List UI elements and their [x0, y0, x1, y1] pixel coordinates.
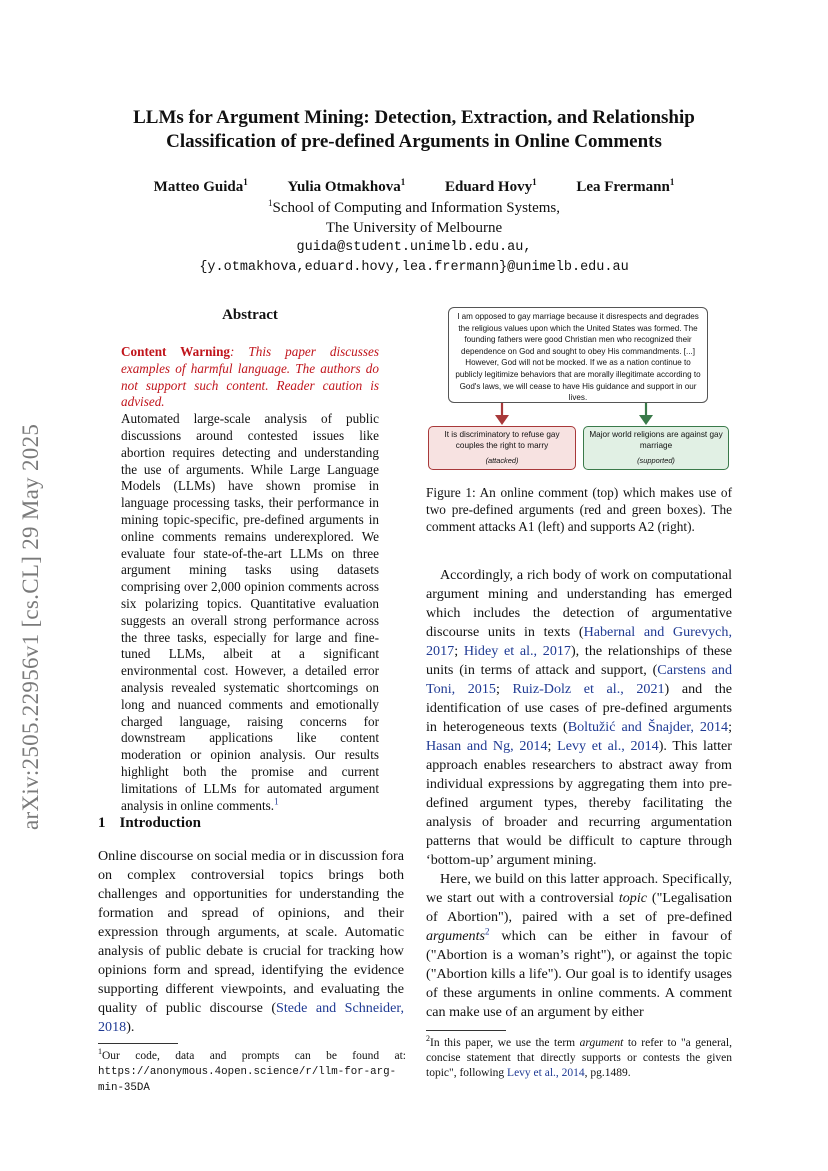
- footnote-ref-2[interactable]: 2: [484, 926, 490, 937]
- abstract-heading: Abstract: [222, 307, 278, 323]
- paper-title: [60, 106, 768, 154]
- author-1: Matteo Guida$^1$: [153, 177, 248, 195]
- support-arrow-head: [639, 415, 653, 425]
- footnote-ref-1[interactable]: 1: [274, 796, 279, 807]
- citation-link[interactable]: Carstens and Toni, 2015: [426, 662, 732, 697]
- figure-caption: Figure 1: An online comment (top) which makes use of two pre-defined arguments (red and green boxes). The comment attacks A1 (left) and supports A2 (right).: [426, 485, 732, 534]
- code-url-link[interactable]: https://anonymous.4open.science/r/llm-for-arg-min-35DA: [98, 1066, 397, 1094]
- footnote-1: $^1$Our code, data and prompts can be found at: https://anonymous.4open.science/r/llm-for-arg-min-35DA: [98, 1047, 406, 1094]
- title-line-2: Classification of pre-defined Arguments in Online Comments: [166, 131, 662, 152]
- affiliation-line-1: $^1$School of Computing and Information Systems,: [268, 198, 560, 216]
- title-line-1: LLMs for Argument Mining: Detection, Extraction, and Relationship: [133, 107, 695, 128]
- abstract-body: [121, 344, 379, 814]
- author-4: Lea Frermann$^1$: [576, 177, 675, 195]
- abstract-text: Automated large-scale analysis of public discussions around contested issues like abortion requires detecting and understanding the use of arguments. While Large Language Models (LLMs) have shown promise in language processing tasks, their performance in mining topic-specific, pre-defined arguments in online comments remains underexplored. We evaluate four state-of-the-art LLMs on three argument mining tasks using datasets comprising over 2,000 opinion comments across six polarizing topics. Quantitative evaluation suggests an overall strong performance across the three tasks, especially for large and fine-tuned LLMs, albeit at a significant environmental cost. However, a detailed error analysis revealed systematic shortcomings on long and nuanced comments and emotionally charged language, raising concerns for downstream applications like content moderation or opinion analysis. Our results highlight both the promise and current limitations of LLMs for automated argument analysis in online comments.$^1$: [121, 411, 379, 813]
- figure-argument-supported: Major world religions are against gay marriage (supported): [583, 426, 729, 470]
- citation-link[interactable]: Hasan and Ng, 2014: [426, 738, 548, 754]
- content-warning: Content Warning: This paper discusses examples of harmful language. The authors do not support such content. Reader caution is advised.: [121, 344, 379, 410]
- citation-link[interactable]: Levy et al., 2014: [557, 738, 659, 754]
- right-column-text: [426, 566, 732, 1022]
- author-2: Yulia Otmakhova$^1$: [287, 177, 406, 195]
- figure-argument-attacked: It is discriminatory to refuse gay couples the right to marry (attacked): [428, 426, 576, 470]
- paragraph-approach: Here, we build on this latter approach. Specifically, we start out with a controversial topic ("Legalisation of Abortion"), paired with a set of pre-defined arguments$^2$ which can be either in favour of ("Abortion is a woman’s right"), or against the topic ("Abortion kills a life"). Our goal is to identify usages of these arguments in online comments. A comment can make use of an argument by either: [426, 871, 732, 1020]
- footnote-2: $^2$In this paper, we use the term argument to refer to "a general, concise statement that directly supports or contests the given topic", following Levy et al., 2014, pg.1489.: [426, 1034, 732, 1079]
- author-3: Eduard Hovy$^1$: [444, 177, 537, 195]
- citation-link[interactable]: Levy et al., 2014: [507, 1067, 585, 1079]
- paragraph-related-work: Accordingly, a rich body of work on computational argument mining and understanding has emerged which includes the detection of argumentative discourse units in texts (Habernal and Gurevych, 2017; Hidey et al., 2017), the relationships of these units (in terms of attack and support, (Carstens and Toni, 2015; Ruiz-Dolz et al., 2021) and the identification of use cases of pre-defined arguments in heterogeneous texts (Boltužić and Šnajder, 2014; Hasan and Ng, 2014; Levy et al., 2014). This latter approach enables researchers to abstract away from individual expressions by aggregating them into pre-defined argument types, thereby facilitating the analysis of broader and recurring argumentation patterns that would be difficult to capture through ‘bottom-up’ argument mining.: [426, 567, 732, 868]
- arxiv-stamp: arXiv:2505.22956v1 [cs.CL] 29 May 2025: [18, 423, 43, 830]
- citation-link[interactable]: Habernal and Gurevych, 2017: [426, 624, 732, 659]
- email-line-1: guida@student.unimelb.edu.au,: [296, 240, 532, 255]
- attack-arrow-head: [495, 415, 509, 425]
- footnote-rule: [98, 1043, 178, 1044]
- footnote-rule-2: [426, 1030, 506, 1031]
- intro-paragraph: Online discourse on social media or in discussion fora on complex controversial topics brings both challenges and opportunities for understanding the formation and spread of opinions, and their expression through arguments, at scale. Automatic analysis of public debate is crucial for tracking how opinions form and spread, identifying the evidence supporting different viewpoints, and evaluating the quality of public discourse (Stede and Schneider, 2018).: [98, 848, 404, 1035]
- figure-comment-box: I am opposed to gay marriage because it disrespects and degrades the religious values upon which the United States was formed. The founding fathers were good Christian men who recognized their dependence on God and sought to obey His commandments. [...] However, God will not be mocked. If we as a nation continue to publicly legitimize behaviors that are morally illegitimate according to God's laws, we will cease to have His guidance and support in our lives.: [448, 307, 708, 403]
- affiliation-line-2: The University of Melbourne: [325, 220, 503, 236]
- affiliation-block: [60, 193, 768, 278]
- citation-link[interactable]: Stede and Schneider, 2018: [98, 1000, 404, 1035]
- citation-link[interactable]: Hidey et al., 2017: [463, 643, 571, 659]
- email-line-2: {y.otmakhova,eduard.hovy,lea.frermann}@unimelb.edu.au: [199, 260, 629, 275]
- citation-link[interactable]: Ruiz-Dolz et al., 2021: [512, 681, 665, 697]
- citation-link[interactable]: Boltužić and Šnajder, 2014: [567, 719, 729, 735]
- section-heading-introduction: 1 Introduction: [98, 815, 201, 831]
